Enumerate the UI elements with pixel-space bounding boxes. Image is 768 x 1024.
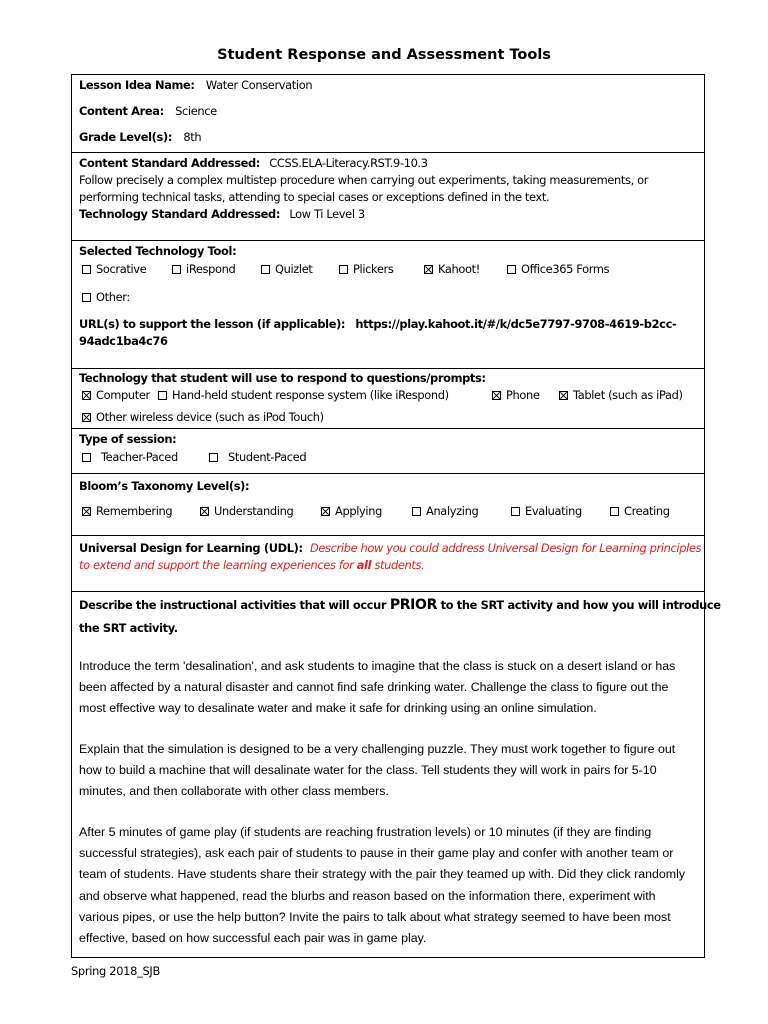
checkbox-icon[interactable] (158, 391, 167, 400)
tool-option-quizlet[interactable]: Quizlet (261, 262, 313, 276)
checkbox-icon[interactable] (82, 293, 91, 302)
udl-prompt: Describe how you could address Universal Design for Learning principles (309, 541, 702, 555)
checkbox-icon[interactable] (261, 265, 270, 274)
device-option-computer[interactable]: Computer (82, 388, 150, 402)
checked-checkbox-icon[interactable] (559, 391, 568, 400)
tool-label: Selected Technology Tool: (79, 244, 237, 258)
device-option-phone[interactable]: Phone (492, 388, 540, 402)
devices-section (71, 368, 705, 429)
technology-tool-section (71, 240, 705, 369)
content-standard-label: Content Standard Addressed: (79, 156, 261, 170)
tool-option-kahoot[interactable]: Kahoot! (424, 262, 480, 276)
checkbox-icon[interactable] (82, 265, 91, 274)
tool-option-irespond[interactable]: iRespond (172, 262, 235, 276)
session-option-teacher-paced[interactable]: Teacher-Paced (82, 450, 178, 464)
udl-prompt-end: students. (374, 558, 425, 572)
tool-option-other[interactable]: Other: (82, 290, 130, 304)
activities-heading-continued: to the SRT activity and how you will introduce (440, 598, 721, 612)
tool-option-plickers[interactable]: Plickers (339, 262, 393, 276)
url-link-continued[interactable]: 94adc1ba4c76 (79, 334, 168, 348)
activities-heading-line2: the SRT activity. (79, 621, 178, 635)
blooms-option-analyzing[interactable]: Analyzing (412, 504, 478, 518)
checked-checkbox-icon[interactable] (424, 265, 433, 274)
lesson-name-label: Lesson Idea Name: (79, 78, 195, 92)
checkbox-icon[interactable] (610, 507, 619, 516)
device-option-other-wireless[interactable]: Other wireless device (such as iPod Touch) (82, 410, 324, 424)
blooms-option-remembering[interactable]: Remembering (82, 504, 172, 518)
tech-standard-label: Technology Standard Addressed: (79, 207, 281, 221)
activity-paragraph-1: Introduce the term 'desalination', and ask students to imagine that the class is stuck on a desert island or has been affected by a natural disaster and cannot find safe drinking water. Challenge the class to figure out the most effective way to desalinate water and make it safe for drinking using an online simulation. (79, 659, 676, 716)
checked-checkbox-icon[interactable] (82, 507, 91, 516)
activity-paragraph-2: Explain that the simulation is designed to be a very challenging puzzle. They must work together to figure out how to build a machine that will desalinate water for the class. Tell students they will work in pairs for 5-10 minutes, and then collaborate with other class members. (79, 742, 676, 799)
lesson-info-section (71, 74, 705, 153)
checked-checkbox-icon[interactable] (82, 391, 91, 400)
content-standard-text-2: performing technical tasks, attending to special cases or exceptions defined in the text. (79, 190, 550, 204)
url-label: URL(s) to support the lesson (if applicable): (79, 317, 346, 331)
blooms-option-understanding[interactable]: Understanding (200, 504, 293, 518)
devices-label: Technology that student will use to respond to questions/prompts: (79, 371, 486, 385)
content-area-label: Content Area: (79, 104, 164, 118)
activity-paragraph-3: After 5 minutes of game play (if students are reaching frustration levels) or 10 minutes (if they are finding successful strategies), ask each pair of students to pause in their game play and confer with another team or team of students. Have students share their strategy with the pair they teamed up with. Did they click randomly and observe what happened, read the blurbs and reason based on the information there, experiment with various pipes, or use the help button? Invite the pairs to talk about what strategy seemed to have been most effective, based on how successful each pair was in game play. (79, 825, 686, 946)
session-type-section (71, 428, 705, 474)
tool-option-office365-forms[interactable]: Office365 Forms (507, 262, 609, 276)
lesson-name-value: Water Conservation (205, 78, 313, 92)
udl-label: Universal Design for Learning (UDL): (79, 541, 303, 555)
blooms-option-evaluating[interactable]: Evaluating (511, 504, 582, 518)
tool-option-socrative[interactable]: Socrative (82, 262, 146, 276)
udl-prompt-continued: to extend and support the learning experiences for (79, 558, 354, 572)
checkbox-icon[interactable] (209, 453, 218, 462)
url-link[interactable]: https://play.kahoot.it/#/k/dc5e7797-9708-4619-b2cc- (355, 317, 677, 331)
device-option-tablet[interactable]: Tablet (such as iPad) (559, 388, 683, 402)
device-option-handheld[interactable]: Hand-held student response system (like iRespond) (158, 388, 449, 402)
content-standard-text-1: Follow precisely a complex multistep procedure when carrying out experiments, taking measurements, or (79, 173, 649, 187)
checked-checkbox-icon[interactable] (492, 391, 501, 400)
checkbox-icon[interactable] (339, 265, 348, 274)
checkbox-icon[interactable] (82, 453, 91, 462)
checked-checkbox-icon[interactable] (82, 413, 91, 422)
activities-heading: Describe the instructional activities that will occur (79, 598, 387, 612)
content-area-value: Science (175, 104, 217, 118)
tech-standard-value: Low Ti Level 3 (289, 207, 365, 221)
checkbox-icon[interactable] (507, 265, 516, 274)
blooms-option-creating[interactable]: Creating (610, 504, 670, 518)
session-option-student-paced[interactable]: Student-Paced (209, 450, 306, 464)
checked-checkbox-icon[interactable] (321, 507, 330, 516)
instructional-activities-section (71, 591, 721, 958)
grade-level-value: 8th (183, 130, 202, 144)
standards-section (71, 152, 705, 241)
checkbox-icon[interactable] (412, 507, 421, 516)
content-standard-value: CCSS.ELA-Literacy.RST.9-10.3 (269, 156, 428, 170)
activities-heading-prior: PRIOR (389, 597, 437, 613)
checkbox-icon[interactable] (511, 507, 520, 516)
page-title: Student Response and Assessment Tools (217, 47, 551, 63)
udl-section (71, 535, 705, 592)
footer-text: Spring 2018_SJB (71, 964, 160, 978)
blooms-label: Bloom’s Taxonomy Level(s): (79, 479, 250, 493)
grade-level-label: Grade Level(s): (79, 130, 173, 144)
blooms-taxonomy-section (71, 473, 705, 536)
checkbox-icon[interactable] (172, 265, 181, 274)
checked-checkbox-icon[interactable] (200, 507, 209, 516)
udl-prompt-emphasis: all (356, 558, 372, 572)
session-label: Type of session: (79, 432, 177, 446)
blooms-option-applying[interactable]: Applying (321, 504, 382, 518)
